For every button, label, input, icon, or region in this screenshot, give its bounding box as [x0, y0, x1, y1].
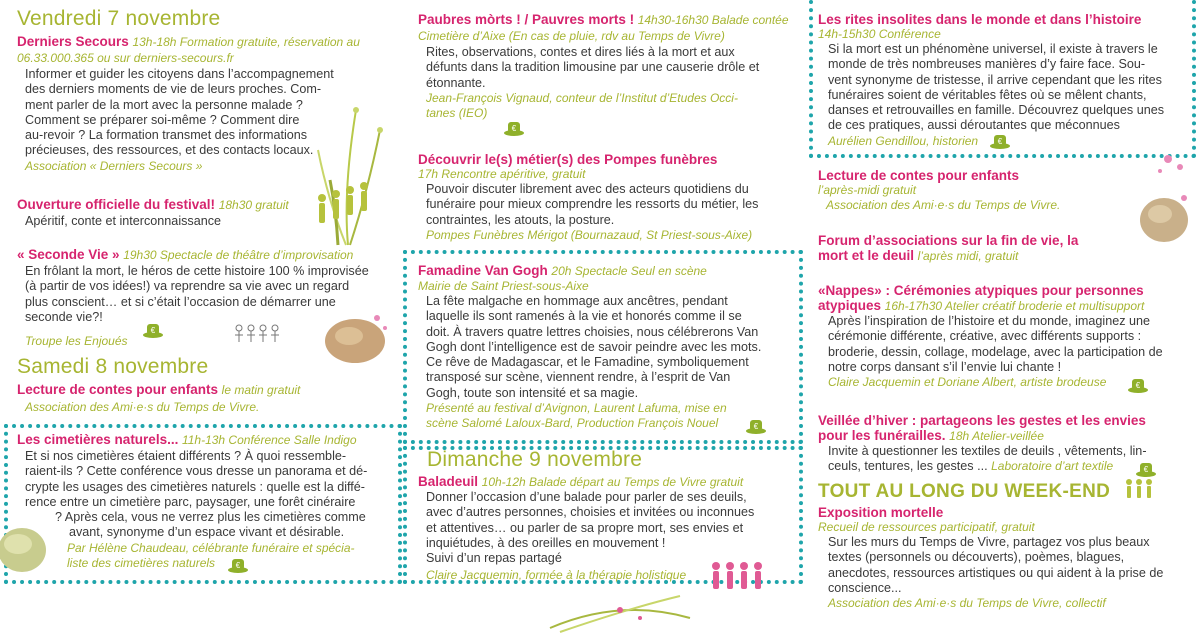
desc-line: Suivi d’un repas partagé — [426, 551, 562, 566]
desc-line: laquelle ils sont ramenés à la vie et honorés comme il se — [426, 309, 742, 324]
desc-line: avant, synonyme d’un espace vivant et désirable. — [69, 525, 345, 540]
event-meta: 17h Rencontre apéritive, gratuit — [418, 167, 586, 181]
event-meta: l’après-midi gratuit — [818, 183, 917, 197]
event-meta: 18h30 gratuit — [218, 198, 289, 212]
desc-line: vent synonyme de tristesse, il arrive cependant que les rites — [828, 72, 1162, 87]
event-meta: 11h-13h Conférence Salle Indigo — [181, 433, 357, 447]
desc-line: avec d’autres personnes, choisies et invitées ou inconnues — [426, 505, 755, 520]
event-nappes — [818, 283, 1200, 390]
desc-line: et attentives… ou parler de sa propre mort, ses envies et — [426, 520, 744, 535]
desc-line: Apéritif, conte et interconnaissance — [25, 214, 222, 228]
desc-line: Comment se préparer soi-même ? Comment dire — [25, 112, 300, 127]
event-meta: 19h30 Spectacle de théâtre d’improvisation — [123, 248, 354, 262]
event-ouverture — [17, 197, 317, 229]
event-cimetieres-naturels — [17, 432, 397, 571]
desc-line: transposé sur scène, viennent rendre, à l’esprit de Van — [426, 370, 731, 385]
svg-text:€: € — [997, 137, 1003, 146]
event-title: Veillée d’hiver : partageons les gestes et les envies — [818, 413, 1146, 428]
hat-icon — [1135, 460, 1157, 478]
desc-line: notre corps dansant s’il l’envie lui chante ! — [828, 359, 1062, 374]
event-credit: Présenté au festival d’Avignon, Laurent Lafuma, mise en — [426, 401, 727, 416]
day-heading-sunday: Dimanche 9 novembre — [427, 448, 643, 471]
desc-line: doit. À travers quatre lettres choisies, nous célébrerons Van — [426, 324, 759, 339]
desc-line: En frôlant la mort, le héros de cette histoire 100 % improvisée — [25, 264, 369, 278]
event-credit: Troupe les Enjoués — [25, 334, 128, 349]
hat-icon — [745, 417, 767, 435]
desc-line: Donner l’occasion d’une balade pour parler de ses deuils, — [426, 490, 747, 504]
desc-line: ceuls, tentures, les gestes ... — [828, 459, 988, 474]
event-contes-apres-midi — [818, 168, 1118, 213]
desc-line: Informer et guider les citoyens dans l’accompagnement — [25, 67, 334, 81]
column-friday — [0, 0, 400, 638]
event-credit: Pompes Funèbres Mérigot (Bournazaud, St Priest-sous-Aixe) — [426, 227, 753, 242]
event-title: Découvrir le(s) métier(s) des Pompes funèbres — [418, 152, 718, 167]
desc-line: seconde vie?! — [25, 309, 103, 324]
desc-line: Après l’inspiration de l’histoire et du monde, imaginez une — [828, 314, 1151, 328]
svg-text:€: € — [753, 422, 759, 431]
event-credit: Laboratoire d’art textile — [991, 459, 1114, 474]
event-title: Ouverture officielle du festival! — [17, 197, 216, 212]
desc-line: Invite à questionner les textiles de deuils , vêtements, lin- — [828, 444, 1147, 458]
desc-line: textes (personnels ou découverts), poèmes, blagues, — [828, 550, 1125, 565]
event-credit: Association des Ami·e·s du Temps de Vivre. — [25, 400, 260, 414]
hat-icon — [1127, 376, 1149, 394]
people-chain-pink-icon — [710, 560, 770, 594]
event-credit: liste des cimetières naturels — [67, 555, 216, 570]
event-meta: le matin gratuit — [221, 383, 301, 397]
event-credit: Claire Jacquemin et Doriane Albert, artiste brodeuse — [828, 375, 1107, 390]
desc-line: ment parler de la mort avec la personne malade ? — [25, 97, 303, 112]
event-title: mort et le deuil — [818, 248, 915, 263]
desc-line: Rites, observations, contes et dires liés à la mort et aux — [426, 45, 735, 59]
event-venue: Mairie de Saint Priest-sous-Aixe — [418, 279, 589, 293]
event-title: Lecture de contes pour enfants — [818, 168, 1020, 183]
desc-line: danses et retrouvailles en famille. Découvrez quelques unes — [828, 103, 1165, 118]
event-title: Les cimetières naturels... — [17, 432, 179, 447]
event-title: «Nappes» : Cérémonies atypiques pour personnes — [818, 283, 1144, 298]
event-famadine — [418, 263, 798, 431]
pink-splash-illustration — [1148, 145, 1198, 185]
desc-line: plus conscient… et si c’était l’occasion de démarrer une — [25, 294, 336, 309]
sketch-people-icon — [233, 320, 291, 350]
svg-text:€: € — [150, 326, 156, 335]
event-meta: l’après midi, gratuit — [917, 249, 1019, 263]
day-heading-saturday: Samedi 8 novembre — [17, 355, 209, 378]
desc-line: (à partir de vos idées!) va reprendre sa vie avec un regard — [25, 279, 350, 294]
desc-line: ? Après cela, vous ne verrez plus les cimetières comme — [55, 510, 366, 525]
desc-line: Pouvoir discuter librement avec des acteurs quotidiens du — [426, 182, 749, 196]
svg-text:€: € — [1135, 381, 1141, 390]
desc-line: crypte les usages des cimetières naturels : quelle est la diffé- — [25, 479, 365, 494]
desc-line: défunts dans la tradition limousine par une causerie drôle et — [426, 60, 760, 75]
event-rites-insolites — [818, 12, 1200, 149]
desc-line: Et si nos cimetières étaient différents ? À quoi ressemble- — [25, 449, 347, 463]
svg-text:€: € — [235, 561, 241, 570]
stone-illustration — [1136, 188, 1196, 248]
event-meta: 20h Spectacle Seul en scène — [551, 264, 707, 278]
desc-line: contraintes, les atouts, la posture. — [426, 212, 615, 227]
event-exposition — [818, 505, 1200, 611]
desc-line: précieuses, des ressources, et des contacts locaux. — [25, 143, 314, 158]
desc-line: étonnante. — [426, 75, 486, 90]
event-credit: Par Hélène Chaudeau, célébrante funéraire et spécia- — [67, 540, 355, 555]
day-heading-friday: Vendredi 7 novembre — [17, 7, 221, 30]
hat-icon — [503, 119, 525, 137]
event-title: Derniers Secours — [17, 34, 129, 49]
event-credit: Aurélien Gendillou, historien — [828, 133, 979, 148]
event-credit: Association des Ami·e·s du Temps de Vivre. — [826, 198, 1061, 212]
grass-illustration — [540, 588, 700, 636]
desc-line: au-revoir ? La formation transmet des informations — [25, 128, 308, 143]
event-meta: 16h-17h30 Atelier créatif broderie et multisupport — [884, 299, 1145, 313]
event-title: Paubres mòrts ! / Pauvres morts ! — [418, 12, 635, 27]
event-meta: 10h-12h Balade départ au Temps de Vivre gratuit — [481, 475, 744, 489]
desc-line: anecdotes, ressources artistiques ou qui aident à la prise de — [828, 565, 1164, 580]
desc-line: des derniers moments de vie de leurs proches. Com- — [25, 82, 322, 97]
hat-icon — [989, 132, 1011, 150]
desc-line: Sur les murs du Temps de Vivre, partagez vos plus beaux — [828, 535, 1150, 549]
event-credit: tanes (IEO) — [426, 105, 488, 120]
stone-illustration — [315, 306, 395, 376]
desc-line: conscience... — [828, 580, 902, 595]
desc-line: inquiétudes, à des oreilles en mouvement ! — [426, 535, 666, 550]
event-meta: 18h Atelier-veillée — [949, 429, 1044, 443]
desc-line: La fête malgache en hommage aux ancêtres, pendant — [426, 294, 728, 308]
event-title: « Seconde Vie » — [17, 247, 120, 262]
section-heading-weekend: TOUT AU LONG DU WEEK-END — [818, 481, 1111, 502]
event-credit: Association « Derniers Secours » — [25, 158, 203, 173]
event-pauvres-morts — [418, 12, 798, 121]
event-credit: Jean-François Vignaud, conteur de l’Institut d’Etudes Occi- — [426, 90, 738, 105]
event-meta: Recueil de ressources participatif, gratuit — [818, 520, 1035, 534]
desc-line: rence entre un cimetière parc, paysager, une forêt cinéraire — [25, 494, 356, 509]
desc-line: funéraires soient de véritables fêtes où se mêlent chants, — [828, 87, 1147, 102]
event-credit: Association des Ami·e·s du Temps de Vivre, collectif — [828, 596, 1106, 611]
people-chain-icon — [312, 180, 370, 240]
desc-line: funéraire pour mieux comprendre les ressorts du métier, les — [426, 197, 759, 212]
event-title: Exposition mortelle — [818, 505, 944, 520]
svg-text:€: € — [1143, 465, 1149, 474]
event-meta: 14h-15h30 Conférence — [818, 27, 941, 41]
desc-line: cérémonie différente, créative, avec différents supports : — [828, 329, 1142, 344]
desc-line: de ces pratiques, aussi déroutantes que méconnues — [828, 118, 1120, 133]
desc-line: Gogh dont l’intelligence est de savoir peindre avec les mots. — [426, 339, 762, 354]
desc-line: Gogh, toute son intensité et sa magie. — [426, 385, 639, 400]
event-title: pour les funérailles. — [818, 428, 946, 443]
hat-icon — [142, 321, 164, 339]
event-title: Baladeuil — [418, 474, 479, 489]
desc-line: monde de très nombreuses manières d’y faire face. Sou- — [828, 57, 1146, 72]
event-credit: Claire Jacquemin, formée à la thérapie holistique — [426, 568, 687, 583]
desc-line: Ce rêve de Madagascar, et le Famadine, symboliquement — [426, 355, 749, 370]
event-title: Famadine Van Gogh — [418, 263, 548, 278]
hat-icon — [227, 556, 249, 574]
event-meta: 14h30-16h30 Balade contée Cimetière d’Aixe (En cas de pluie, rdv au Temps de Vivre) — [418, 13, 789, 43]
event-title: Forum d’associations sur la fin de vie, la — [818, 233, 1079, 248]
event-credit: scène Salomé Laloux-Bard, Production François Nouel — [426, 416, 719, 431]
moss-stone-illustration — [0, 510, 60, 580]
desc-line: raient-ils ? Cette conférence vous dresse un panorama et dé- — [25, 464, 368, 479]
event-meta: 13h-18h Formation gratuite, réservation au 06.33.000.365 ou sur derniers-secours.fr — [17, 35, 360, 65]
event-title: atypiques — [818, 298, 882, 313]
column-right — [808, 0, 1200, 638]
desc-line: broderie, dessin, collage, modelage, avec la participation de — [828, 344, 1163, 359]
svg-text:€: € — [511, 124, 517, 133]
event-title: Les rites insolites dans le monde et dans l’histoire — [818, 12, 1142, 27]
event-contes-matin — [17, 382, 347, 415]
event-pompes-funebres — [418, 152, 798, 243]
column-middle — [400, 0, 805, 638]
event-title: Lecture de contes pour enfants — [17, 382, 219, 397]
desc-line: Si la mort est un phénomène universel, il existe à travers le — [828, 42, 1158, 56]
people-chain-icon — [1124, 478, 1160, 500]
